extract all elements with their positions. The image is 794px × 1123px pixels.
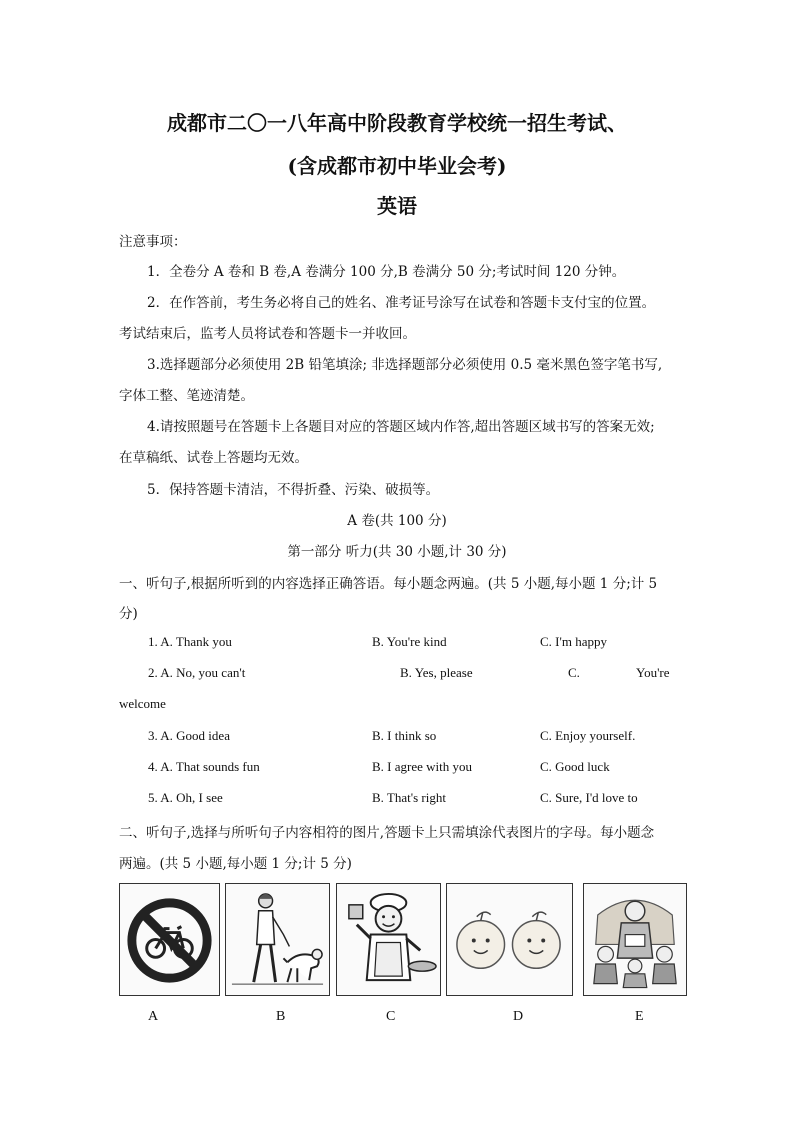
q1-2-option-c-text: You're	[636, 665, 670, 680]
picture-e-story-time	[583, 883, 687, 996]
part-1-heading: 第一部分 听力(共 30 小题,计 30 分)	[287, 544, 507, 560]
q1-4-option-b: B. I agree with you	[372, 759, 473, 774]
q1-2-option-a: 2. A. No, you can't	[148, 665, 246, 680]
q1-3-option-b: B. I think so	[372, 728, 437, 743]
q1-2-option-c: C.	[568, 665, 580, 680]
q1-3-option-a: 3. A. Good idea	[148, 728, 230, 743]
note-2: 2．在作答前，考生务必将自己的姓名、准考证号涂写在试卷和答题卡支付宝的位置。	[147, 295, 656, 311]
picture-label-d: D	[513, 1009, 524, 1024]
picture-label-a: A	[148, 1009, 159, 1024]
q1-instructions-cont: 分)	[119, 606, 138, 622]
q1-5-option-a: 5. A. Oh, I see	[148, 790, 223, 805]
family-reading-icon	[584, 884, 686, 995]
q1-instructions: 一、听句子,根据所听到的内容选择正确答语。每小题念两遍。(共 5 小题,每小题 1 分;计 5	[119, 576, 658, 592]
q1-5-option-c: C. Sure, I'd love to	[540, 790, 638, 805]
q2-instructions: 二、听句子,选择与所听句子内容相符的图片,答题卡上只需填涂代表图片的字母。每小题念	[119, 825, 655, 841]
picture-d-oranges	[446, 883, 573, 996]
q1-2-option-c-cont: welcome	[119, 696, 166, 711]
man-walking-dog-icon	[226, 884, 329, 995]
picture-label-e: E	[635, 1009, 644, 1024]
note-4: 4.请按照题号在答题卡上各题目对应的答题区域内作答,超出答题区域书写的答案无效;	[147, 419, 655, 435]
note-3: 3.选择题部分必须使用 2B 铅笔填涂; 非选择题部分必须使用 0.5 毫米黑色签字笔书写,	[147, 357, 663, 373]
picture-label-c: C	[386, 1009, 396, 1024]
cook-with-pan-icon	[337, 884, 440, 995]
q1-3-option-c: C. Enjoy yourself.	[540, 728, 636, 743]
subject-title: 英语	[377, 194, 417, 218]
q1-5-option-b: B. That's right	[372, 790, 446, 805]
section-a-heading: A 卷(共 100 分)	[347, 513, 447, 529]
q1-1-option-b: B. You're kind	[372, 634, 447, 649]
q1-1-option-c: C. I'm happy	[540, 634, 607, 649]
note-4-cont: 在草稿纸、试卷上答题均无效。	[119, 450, 308, 466]
q1-4-option-a: 4. A. That sounds fun	[148, 759, 260, 774]
note-1: 1．全卷分 A 卷和 B 卷,A 卷满分 100 分,B 卷满分 50 分;考试时间 120 分钟。	[147, 264, 626, 280]
q1-4-option-c: C. Good luck	[540, 759, 610, 774]
q1-1-option-a: 1. A. Thank you	[148, 634, 232, 649]
note-5: 5．保持答题卡清洁，不得折叠、污染、破损等。	[147, 482, 440, 498]
notes-heading: 注意事项：	[119, 234, 187, 250]
picture-c-cook	[336, 883, 441, 996]
picture-b-walking-dog	[225, 883, 330, 996]
oranges-icon	[447, 884, 572, 995]
note-3-cont: 字体工整、笔迹清楚。	[119, 388, 254, 404]
picture-label-b: B	[276, 1009, 286, 1024]
exam-title: 成都市二〇一八年高中阶段教育学校统一招生考试、	[167, 111, 627, 135]
q1-2-option-b: B. Yes, please	[400, 665, 473, 680]
note-2-cont: 考试结束后，监考人员将试卷和答题卡一并收回。	[119, 326, 416, 342]
exam-subtitle: (含成都市初中毕业会考)	[287, 154, 507, 178]
picture-a-no-bicycle-sign	[119, 883, 220, 996]
no-bicycle-icon	[120, 884, 219, 995]
q2-instructions-cont: 两遍。(共 5 小题,每小题 1 分;计 5 分)	[119, 856, 352, 872]
